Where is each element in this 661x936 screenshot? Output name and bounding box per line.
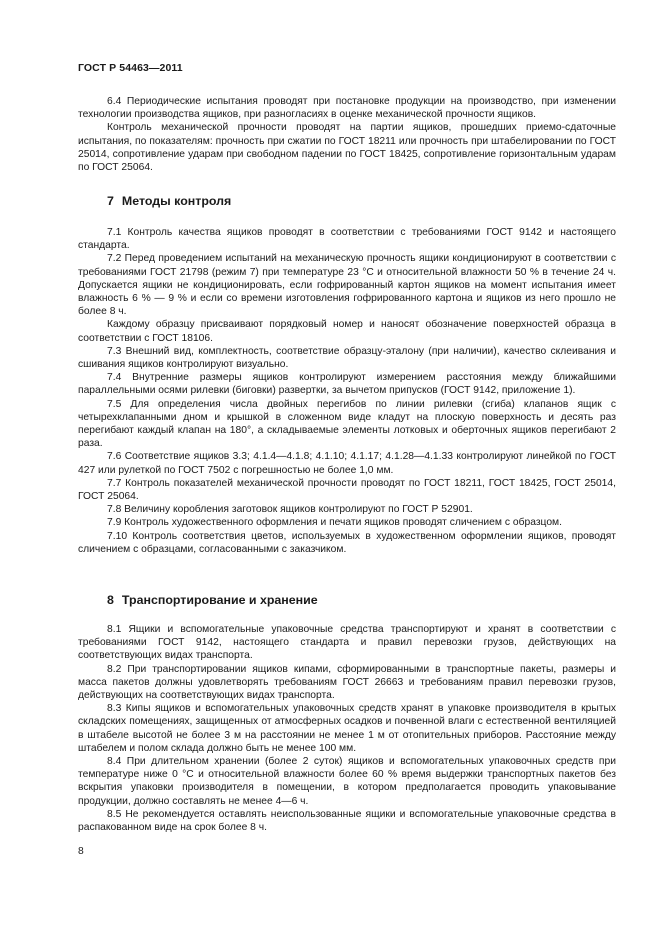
paragraph-7-6: 7.6 Соответствие ящиков 3.3; 4.1.4—4.1.8; 4.1.10; 4.1.17; 4.1.28—4.1.33 контролируют линейкой по ГОСТ 427 или рулеткой по ГОСТ 7502 с погрешностью не более 1,0 мм. — [78, 451, 616, 476]
section-6-tail — [78, 95, 616, 174]
paragraph-8-2: 8.2 При транспортировании ящиков кипами, сформированными в транспортные пакеты, размеры и масса пакетов должны удовлетворять требованиям ГОСТ 26663 и требованиям правил перевозки грузов, действующих на соответствующих видах транспорта. — [78, 663, 616, 702]
paragraph-7-1: 7.1 Контроль качества ящиков проводят в соответствии с требованиями ГОСТ 9142 и настоящего стандарта. — [78, 227, 616, 252]
section-7-heading — [78, 193, 616, 209]
section-7-title: Методы контроля — [121, 194, 232, 208]
section-8-body — [78, 623, 616, 834]
paragraph-8-3: 8.3 Кипы ящиков и вспомогательных упаковочных средств хранят в упаковке производителя в крытых складских помещениях, защищенных от атмосферных осадков и почвенной влаги с естественной вентиляцией в штабеле высотой не более 3 м на расстоянии не менее 1 м от отопительных приборов. Расстояние между штабелем и полом склада должно быть не менее 100 мм. — [78, 703, 616, 754]
section-8-number: 8 — [107, 593, 114, 607]
paragraph-7-7: 7.7 Контроль показателей механической прочности проводят по ГОСТ 18211, ГОСТ 18425, ГОСТ 25014, ГОСТ 25064. — [78, 477, 616, 503]
paragraph-8-1: 8.1 Ящики и вспомогательные упаковочные средства транспортируют и хранят в соответствии с требованиями ГОСТ 9142, настоящего стандарта и правил перевозки грузов, действующих на соответствующих видах транспорта. — [78, 624, 616, 662]
paragraph-7-4: 7.4 Внутренние размеры ящиков контролируют измерением расстояния между ближайшими параллельными осями рилевки (биговки) развертки, за вычетом припусков (ГОСТ 9142, приложение 1). — [78, 372, 616, 397]
paragraph-7-3: 7.3 Внешний вид, комплектность, соответствие образцу-эталону (при наличии), качество склеивания и сшивания ящиков контролируют визуально. — [78, 345, 616, 371]
section-8-heading — [78, 592, 616, 608]
paragraph-8-5: 8.5 Не рекомендуется оставлять неиспользованные ящики и вспомогательные упаковочные средства в распакованном виде на срок более 8 ч. — [78, 808, 616, 834]
paragraph-6-4: 6.4 Периодические испытания проводят при постановке продукции на производство, при изменении технологии производства ящиков, при разногласиях в оценке механической прочности ящиков. — [78, 96, 616, 121]
page-number: 8 — [78, 846, 84, 857]
document-header: ГОСТ Р 54463—2011 — [78, 62, 183, 74]
paragraph-sample: Каждому образцу присваивают порядковый номер и наносят обозначение поверхностей образца в соответствии с ГОСТ 18106. — [78, 319, 616, 344]
paragraph-7-2: 7.2 Перед проведением испытаний на механическую прочность ящики кондиционируют в соответствии с требованиями ГОСТ 21798 (режим 7) при температуре 23 °С и относительной влажности 50 % в течение 24 ч. Допускается ящики не кондиционировать, если гофрированный картон ящиков на момент испытания имеет влажность 6 % — 9 % и если со времени изготовления гофрированного картона и ящиков из него прошло не более 8 ч. — [78, 253, 616, 318]
paragraph-7-8: 7.8 Величину коробления заготовок ящиков контролируют по ГОСТ Р 52901. — [107, 504, 473, 516]
section-8-heading-block — [78, 592, 616, 608]
paragraph-7-9: 7.9 Контроль художественного оформления и печати ящиков проводят сличением с образцом. — [107, 517, 562, 529]
section-8-title: Транспортирование и хранение — [121, 593, 318, 607]
paragraph-7-5: 7.5 Для определения числа двойных перегибов по линии рилевки (сгиба) клапанов ящик с четырехклапанными дном и крышкой в сложенном виде кладут на плоскую поверхность и десять раз перегибают каждый клапан на 180°, а складываемые элементы лотковых и оберточных ящиков перегибают 2 раза. — [78, 398, 616, 450]
paragraph-8-4: 8.4 При длительном хранении (более 2 суток) ящиков и вспомогательных упаковочных средств при температуре ниже 0 °С и относительной влажности более 60 % время выдержки транспортных пакетов без вскрытия упаковки производителя в помещении, в котором предполагается проводить упаковывание продукции, должно составлять не менее 4—6 ч. — [78, 756, 616, 807]
section-7-body — [78, 226, 616, 556]
section-7-heading-block — [78, 193, 616, 209]
section-7-number: 7 — [107, 194, 114, 208]
paragraph-control: Контроль механической прочности проводят на партии ящиков, прошедших приемо-сдаточные испытания, по показателям: прочность при сжатии по ГОСТ 18211 или прочность при штабелировании по ГОСТ 25014, сопротивление ударам при свободном падении по ГОСТ 18425, сопротивление горизонтальным ударам по ГОСТ 25064. — [78, 122, 616, 174]
paragraph-7-10: 7.10 Контроль соответствия цветов, используемых в художественном оформлении ящиков, проводят сличением с образцами, согласованными с заказчиком. — [78, 530, 616, 555]
